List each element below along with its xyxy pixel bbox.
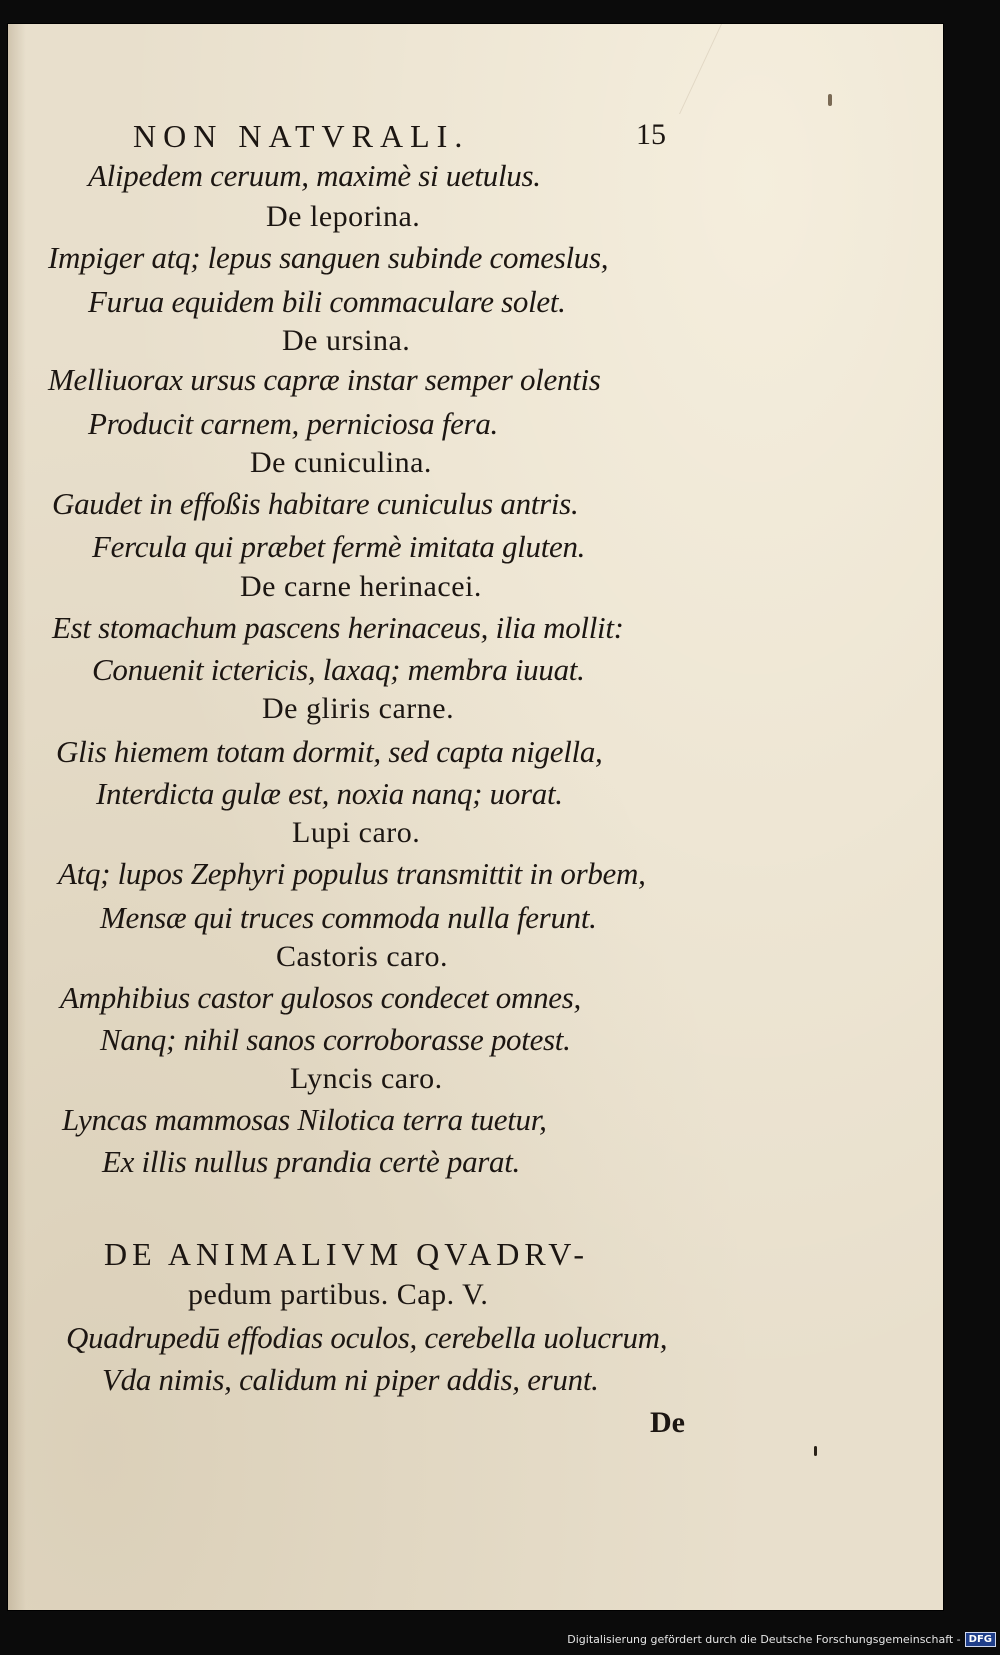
verse-line: Melliuorax ursus capræ instar semper olentis (48, 362, 601, 397)
verse-line: Fercula qui præbet fermè imitata gluten. (92, 529, 586, 564)
verse-line: Lyncas mammosas Nilotica terra tuetur, (62, 1102, 547, 1137)
ink-speck (814, 1446, 817, 1456)
verse-line: Impiger atq; lepus sanguen subinde comeslus, (48, 240, 609, 275)
book-page (8, 24, 943, 1610)
section-heading: De gliris carne. (262, 692, 455, 725)
verse-line: Quadrupedū effodias oculos, cerebella uolucrum, (66, 1320, 668, 1355)
page-crease (679, 24, 812, 114)
chapter-title: DE ANIMALIVM QVADRV- (104, 1236, 590, 1272)
ink-speck (828, 94, 832, 106)
verse-line: Vda nimis, calidum ni piper addis, erunt. (102, 1362, 599, 1397)
verse-line: Gaudet in effoßis habitare cuniculus antris. (52, 486, 579, 521)
dfg-logo: DFG (965, 1632, 996, 1647)
section-heading: De leporina. (266, 200, 421, 233)
page-number: 15 (636, 118, 666, 151)
verse-line: Nanq; nihil sanos corroborasse potest. (100, 1022, 571, 1057)
footer-text: Digitalisierung gefördert durch die Deutsche Forschungsgemeinschaft - (567, 1632, 961, 1646)
section-heading: De carne herinacei. (240, 570, 482, 603)
verse-line: Est stomachum pascens herinaceus, ilia mollit: (52, 610, 624, 645)
verse-line: Mensæ qui truces commoda nulla ferunt. (100, 900, 597, 935)
digitization-footer (567, 1631, 996, 1647)
chapter-subtitle: pedum partibus. Cap. V. (188, 1278, 489, 1311)
section-heading: De ursina. (282, 324, 411, 357)
verse-line: Amphibius castor gulosos condecet omnes, (60, 980, 581, 1015)
running-title: NON NATVRALI. (133, 118, 470, 154)
verse-line: Atq; lupos Zephyri populus transmittit in orbem, (58, 856, 646, 891)
catchword: De (650, 1406, 685, 1439)
verse-line: Glis hiemem totam dormit, sed capta nigella, (56, 734, 603, 769)
verse-line: Conuenit ictericis, laxaq; membra iuuat. (92, 652, 585, 687)
section-heading: De cuniculina. (250, 446, 432, 479)
verse-line: Furua equidem bili commaculare solet. (88, 284, 566, 319)
section-heading: Lyncis caro. (290, 1062, 443, 1095)
section-heading: Castoris caro. (276, 940, 448, 973)
section-heading: Lupi caro. (292, 816, 421, 849)
verse-line: Producit carnem, perniciosa fera. (88, 406, 498, 441)
verse-line: Ex illis nullus prandia certè parat. (102, 1144, 521, 1179)
verse-line: Alipedem ceruum, maximè si uetulus. (88, 158, 541, 193)
verse-line: Interdicta gulæ est, noxia nanq; uorat. (96, 776, 563, 811)
